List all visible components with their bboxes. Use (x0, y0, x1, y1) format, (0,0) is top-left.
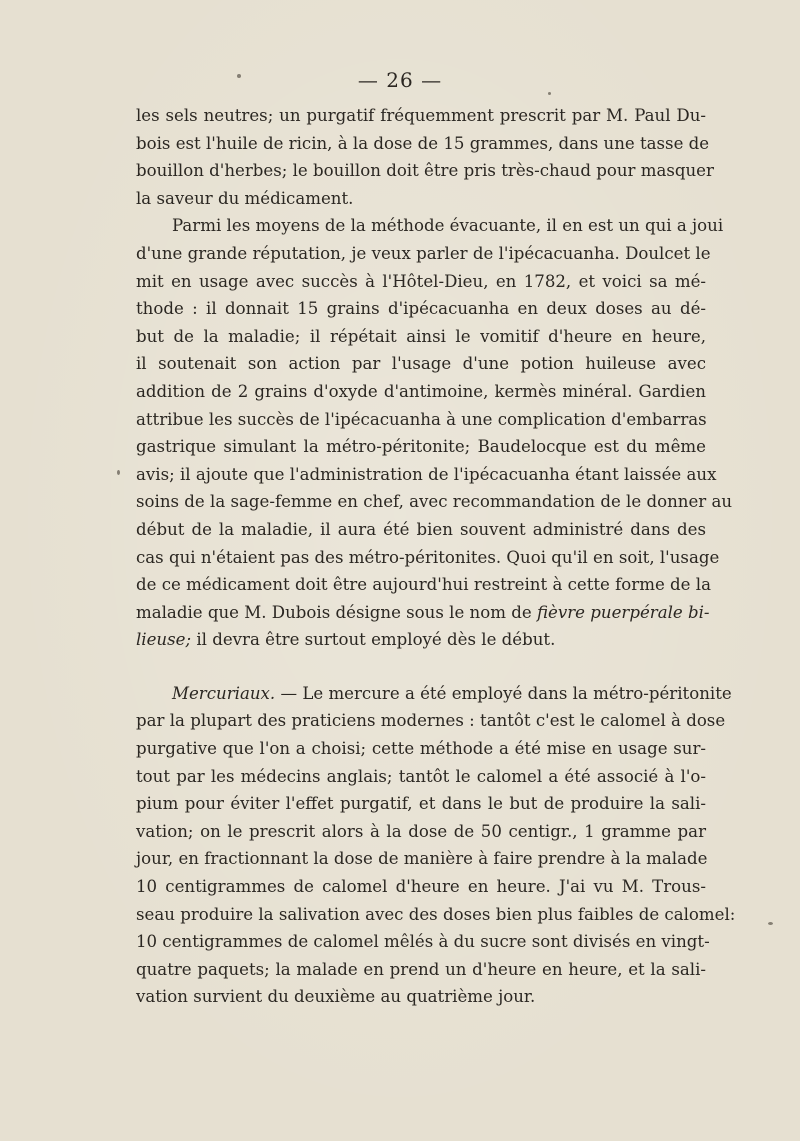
text-line: attribue les succès de l'ipécacuanha à une complication d'embarras (136, 409, 707, 429)
text-line-with-term (136, 626, 706, 654)
text-line: vation survient du deuxième au quatrième jour. (136, 987, 536, 1007)
text-line: gastrique simulant la métro-péritonite; Baudelocque est du même (136, 437, 706, 457)
body-text (136, 102, 736, 1011)
text-line: bouillon d'herbes; le bouillon doit être pris très-chaud pour masquer (136, 161, 714, 181)
text-line: quatre paquets; la malade en prend un d'heure en heure, et la sali- (136, 959, 706, 979)
text-line: il soutenait son action par l'usage d'une potion huileuse avec (136, 354, 706, 374)
text-line: avis; il ajoute que l'administration de l'ipécacuanha étant laissée aux (136, 464, 717, 484)
paragraph-mercuriaux (136, 680, 736, 1011)
text-line: vation; on le prescrit alors à la dose de 50 centigr., 1 gramme par (136, 821, 706, 841)
paper-speck (237, 74, 241, 78)
text-line: par la plupart des praticiens modernes : tantôt c'est le calomel à dose (136, 711, 726, 731)
text-line: thode : il donnait 15 grains d'ipécacuanha en deux doses au dé- (136, 299, 706, 319)
italic-term: lieuse; (136, 630, 192, 650)
text-line: bois est l'huile de ricin, à la dose de 15 grammes, dans une tasse de (136, 133, 710, 153)
paragraph-ipecacuanha (136, 212, 733, 654)
text-segment: — Le mercure a été employé dans la métro-péritonite (275, 683, 732, 703)
text-line: cas qui n'étaient pas des métro-péritonites. Quoi qu'il en soit, l'usage (136, 547, 720, 567)
text-line: addition de 2 grains d'oxyde d'antimoine, kermès minéral. Gardien (136, 381, 706, 401)
text-line-with-term (136, 599, 710, 627)
text-line: 10 centigrammes de calomel d'heure en heure. J'ai vu M. Trous- (136, 877, 706, 897)
text-line: de ce médicament doit être aujourd'hui restreint à cette forme de la (136, 575, 711, 595)
text-line: les sels neutres; un purgatif fréquemment prescrit par M. Paul Du- (136, 106, 706, 125)
text-line: soins de la sage-femme en chef, avec recommandation de le donner au (136, 492, 733, 512)
paragraph-purgatif (136, 102, 714, 212)
text-line: tout par les médecins anglais; tantôt le calomel a été associé à l'o- (136, 766, 706, 786)
text-line: mit en usage avec succès à l'Hôtel-Dieu, en 1782, et voici sa mé- (136, 271, 706, 291)
text-line: d'une grande réputation, je veux parler de l'ipécacuanha. Doulcet le (136, 243, 711, 263)
paper-speck (117, 470, 120, 475)
page-number: — 26 — (357, 68, 443, 92)
text-line: jour, en fractionnant la dose de manière à faire prendre à la malade (136, 849, 708, 869)
text-line: la saveur du médicament. (136, 188, 354, 208)
text-line: début de la maladie, il aura été bien souvent administré dans des (136, 519, 706, 539)
text-line: 10 centigrammes de calomel mêlés à du sucre sont divisés en vingt- (136, 932, 710, 952)
section-heading: Mercuriaux. (172, 683, 276, 703)
text-line-with-heading (136, 680, 732, 708)
text-line: but de la maladie; il répétait ainsi le vomitif d'heure en heure, (136, 326, 706, 346)
italic-term: fièvre puerpérale bi- (536, 602, 710, 622)
paper-speck (548, 92, 551, 95)
text-line: purgative que l'on a choisi; cette méthode a été mise en usage sur- (136, 739, 706, 759)
text-line: Parmi les moyens de la méthode évacuante, il en est un qui a joui (172, 216, 724, 236)
paper-speck (768, 922, 773, 925)
paragraph-gap (136, 654, 706, 680)
text-line: seau produire la salivation avec des doses bien plus faibles de calomel: (136, 904, 736, 924)
text-line: pium pour éviter l'effet purgatif, et dans le but de produire la sali- (136, 794, 706, 814)
text-segment: maladie que M. Dubois désigne sous le nom de (136, 602, 537, 622)
text-segment: il devra être surtout employé dès le début. (191, 630, 556, 650)
